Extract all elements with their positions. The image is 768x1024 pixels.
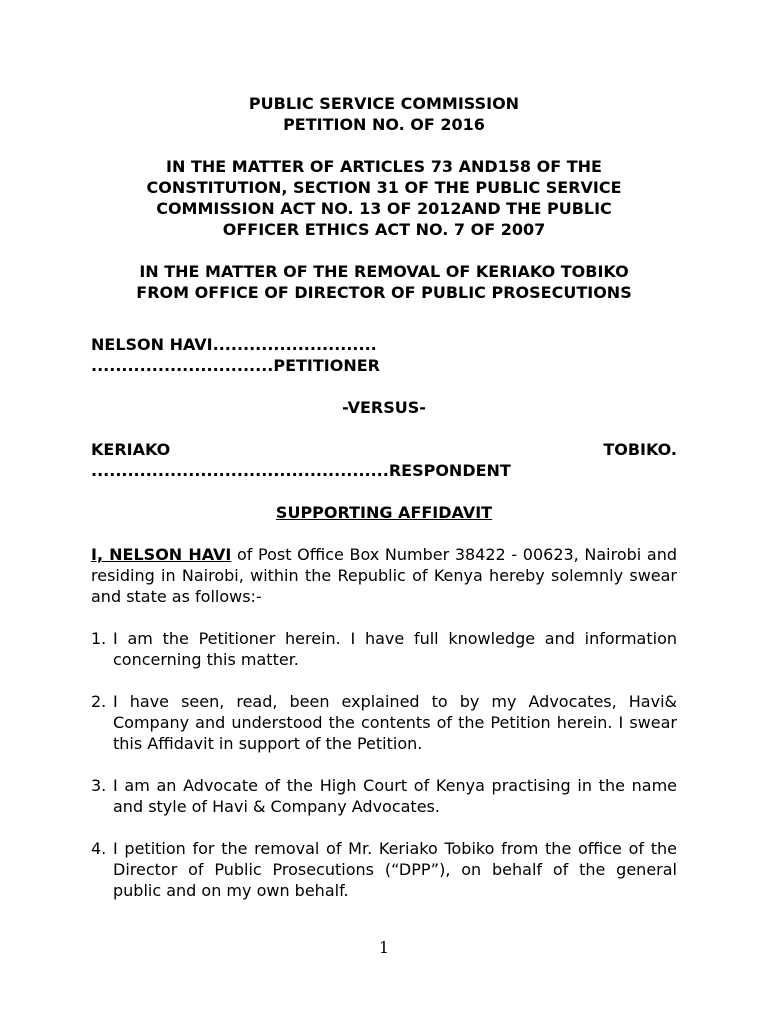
paragraph-number: 1. bbox=[91, 629, 107, 648]
paragraph-text: I petition for the removal of Mr. Keriako Tobiko from the office of the Director of Public Prosecutions (“DPP”), on behalf of the general public and on my own behalf. bbox=[113, 839, 677, 900]
matter-removal-line: FROM OFFICE OF DIRECTOR OF PUBLIC PROSECUTIONS bbox=[136, 283, 632, 302]
matter-articles-line: OFFICER ETHICS ACT NO. 7 OF 2007 bbox=[222, 220, 546, 239]
versus-label: -VERSUS- bbox=[342, 398, 426, 417]
page-number: 1 bbox=[378, 938, 390, 957]
list-item bbox=[91, 775, 677, 817]
affidavit-intro bbox=[91, 544, 677, 607]
affidavit-title: SUPPORTING AFFIDAVIT bbox=[275, 503, 493, 522]
paragraph-text: I am the Petitioner herein. I have full knowledge and information concerning this matter. bbox=[113, 629, 677, 669]
respondent-name-line bbox=[91, 439, 677, 460]
deponent-name: I, NELSON HAVI bbox=[91, 545, 232, 564]
paragraph-text: I have seen, read, been explained to by my Advocates, Havi& Company and understood the contents of the Petition herein. I swear this Affidavit in support of the Petition. bbox=[113, 692, 677, 753]
matter-articles-line: CONSTITUTION, SECTION 31 OF THE PUBLIC SERVICE bbox=[146, 178, 622, 197]
intro-text: of Post Office Box Number 38422 - 00623, Nairobi and residing in Nairobi, within the Republic of Kenya hereby solemnly swear and state as follows:- bbox=[91, 545, 677, 606]
commission-title: PUBLIC SERVICE COMMISSION bbox=[248, 94, 520, 113]
petitioner-role-line: ..............................PETITIONER bbox=[91, 356, 380, 375]
petitioner-name-line: NELSON HAVI........................... bbox=[91, 335, 377, 354]
respondent-last-name: TOBIKO. bbox=[603, 440, 677, 459]
document-body bbox=[91, 93, 677, 922]
matter-articles-line: IN THE MATTER OF ARTICLES 73 AND158 OF THE bbox=[166, 157, 602, 176]
paragraph-text: I am an Advocate of the High Court of Kenya practising in the name and style of Havi & Company Advocates. bbox=[113, 776, 677, 816]
respondent-role-line: .................................................RESPONDENT bbox=[91, 461, 511, 480]
list-item bbox=[91, 691, 677, 754]
matter-removal-line: IN THE MATTER OF THE REMOVAL OF KERIAKO TOBIKO bbox=[139, 262, 629, 281]
respondent-first-name: KERIAKO bbox=[91, 440, 171, 459]
paragraph-number: 2. bbox=[91, 692, 107, 711]
paragraph-number: 4. bbox=[91, 839, 107, 858]
matter-articles-line: COMMISSION ACT NO. 13 OF 2012AND THE PUBLIC bbox=[156, 199, 612, 218]
affidavit-paragraphs bbox=[91, 628, 677, 901]
list-item bbox=[91, 838, 677, 901]
list-item bbox=[91, 628, 677, 670]
petition-number: PETITION NO. OF 2016 bbox=[283, 115, 485, 134]
paragraph-number: 3. bbox=[91, 776, 107, 795]
